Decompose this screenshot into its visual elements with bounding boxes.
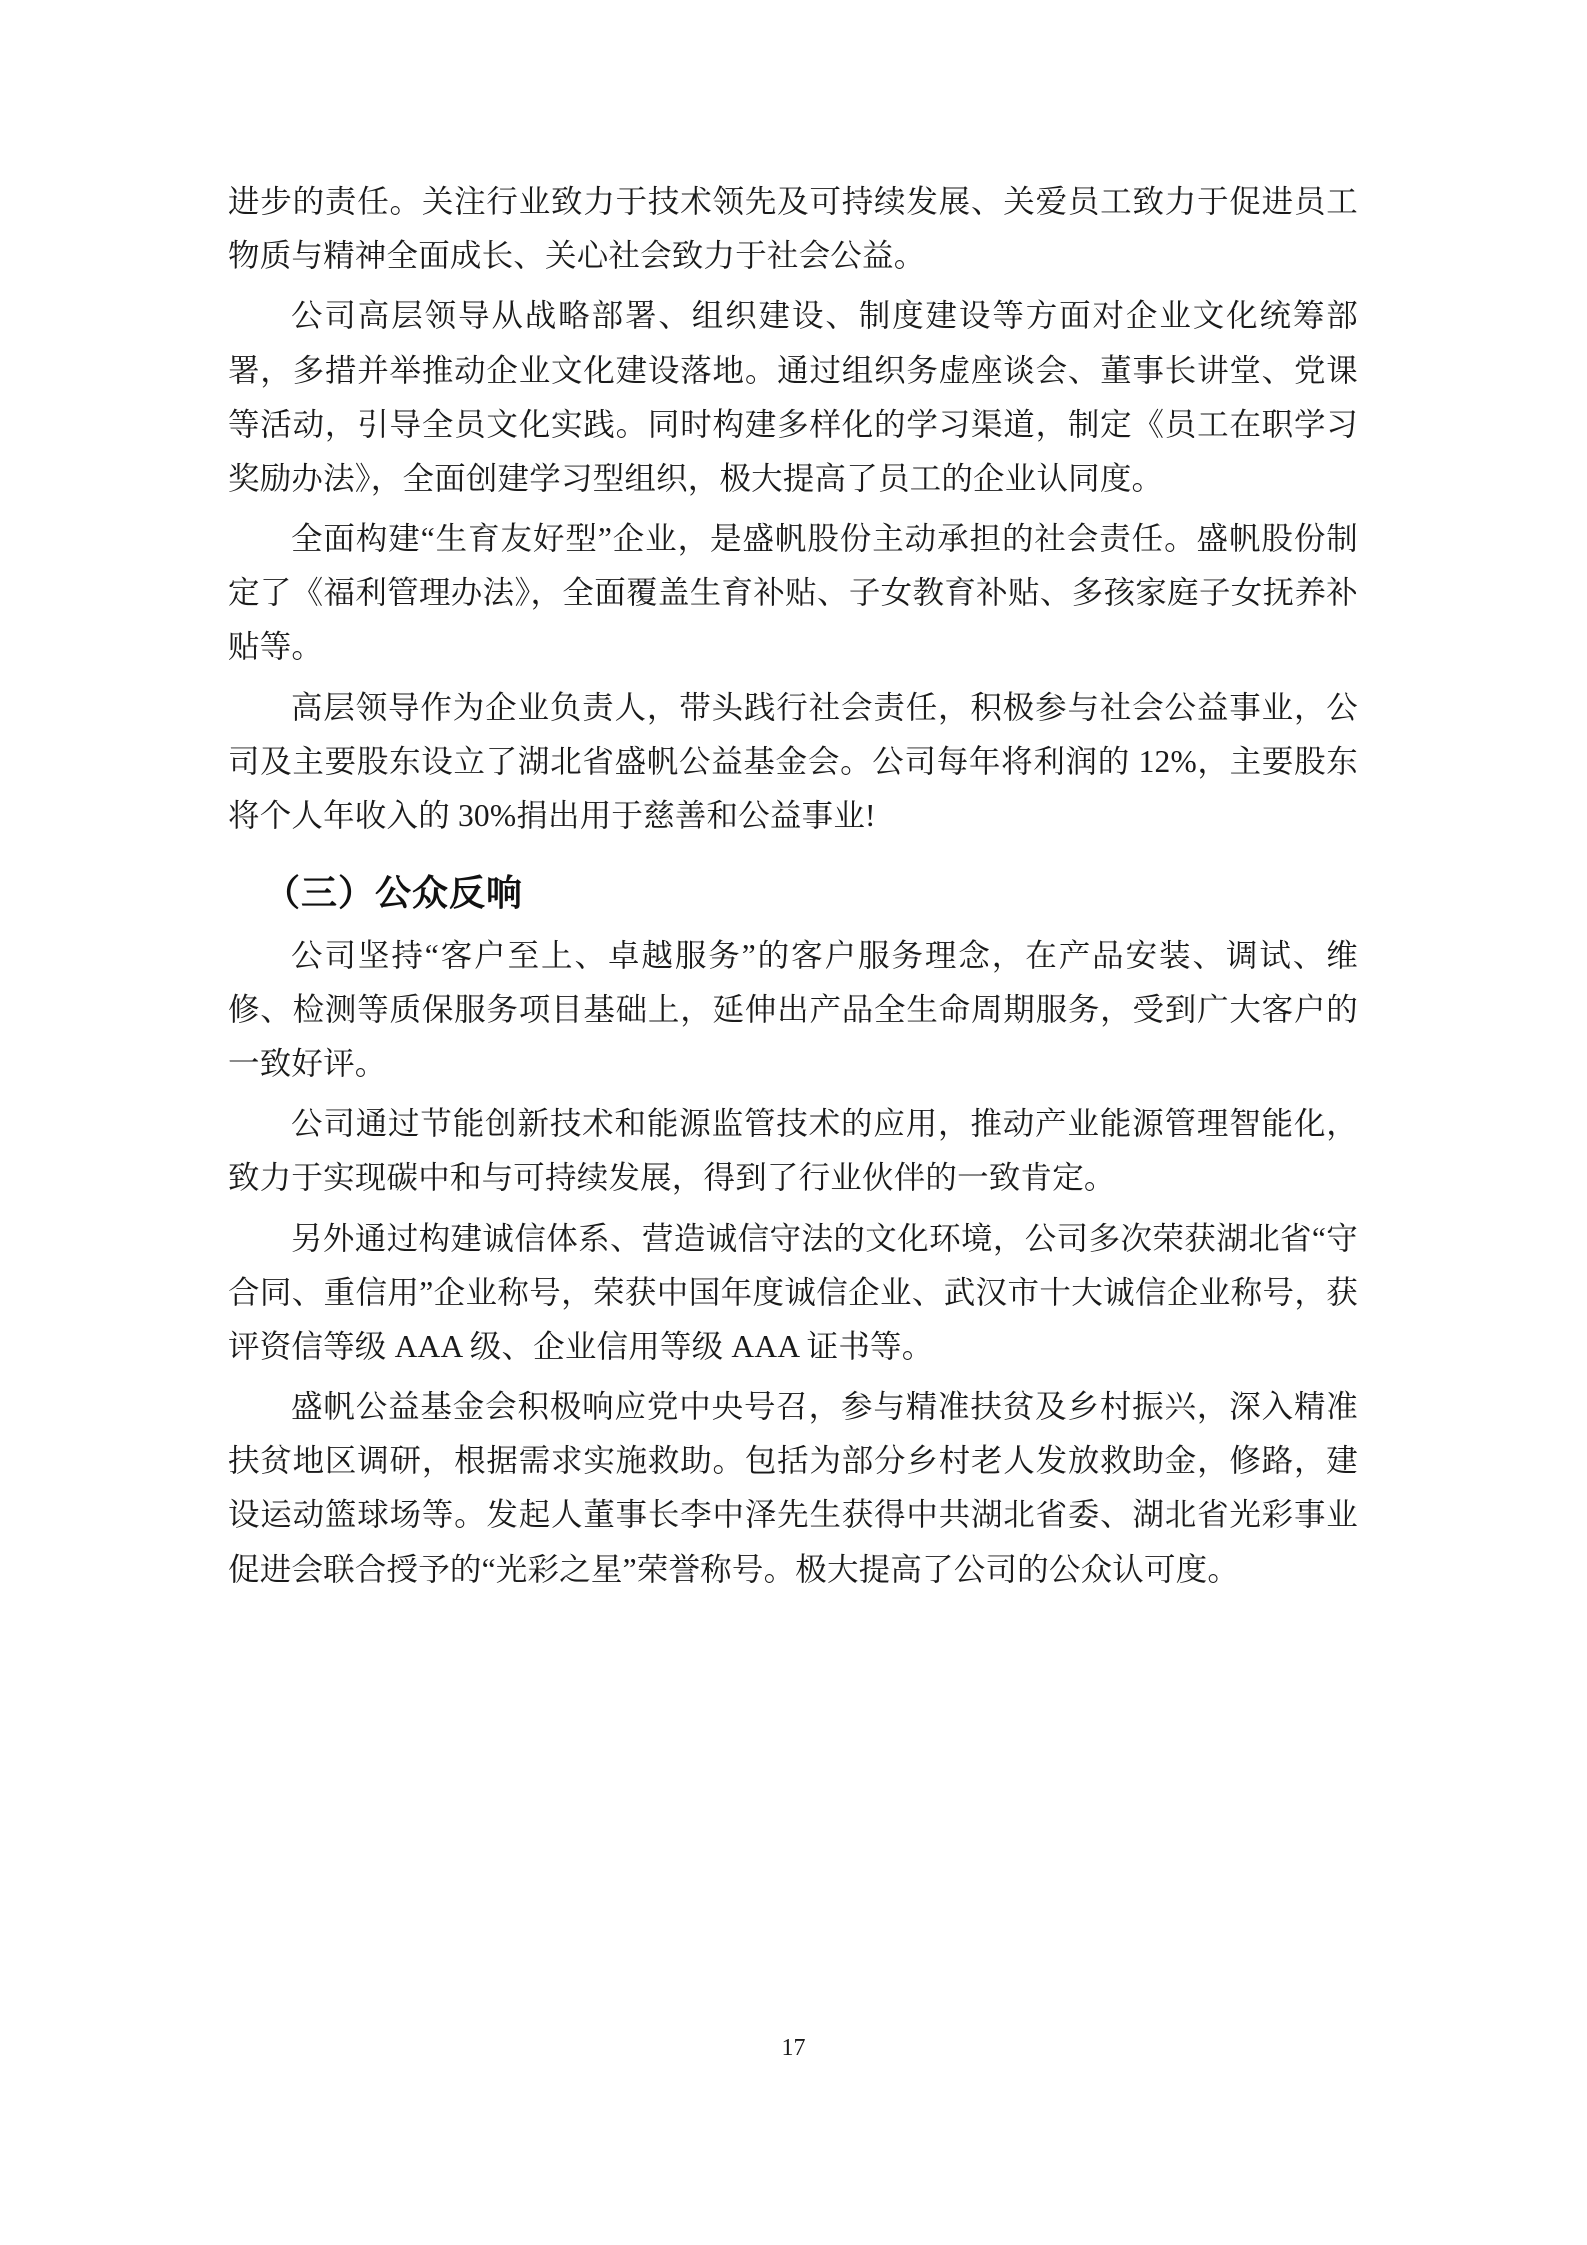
section-heading: （三）公众反响 [264,872,524,915]
paragraph: 公司高层领导从战略部署、组织建设、制度建设等方面对企业文化统筹部署，多措并举推动企业文化建设落地。通过组织务虚座谈会、董事长讲堂、党课等活动，引导全员文化实践。同时构建多样化的学习渠道，制定《员工在职学习奖励办法》，全面创建学习型组织，极大提高了员工的企业认同度。 [228,298,1358,496]
paragraph: 盛帆公益基金会积极响应党中央号召，参与精准扶贫及乡村振兴，深入精准扶贫地区调研，根据需求实施救助。包括为部分乡村老人发放救助金，修路，建设运动篮球场等。发起人董事长李中泽先生获得中共湖北省委、湖北省光彩事业促进会联合授予的“光彩之星”荣誉称号。极大提高了公司的公众认可度。 [228,1389,1358,1587]
paragraph: 进步的责任。关注行业致力于技术领先及可持续发展、关爱员工致力于促进员工物质与精神全面成长、关心社会致力于社会公益。 [228,184,1358,274]
paragraph: 公司坚持“客户至上、卓越服务”的客户服务理念，在产品安装、调试、维修、检测等质保服务项目基础上，延伸出产品全生命周期服务，受到广大客户的一致好评。 [228,937,1358,1081]
paragraph: 公司通过节能创新技术和能源监管技术的应用，推动产业能源管理智能化，致力于实现碳中和与可持续发展，得到了行业伙伴的一致肯定。 [228,1106,1358,1196]
document-body [228,175,1358,1603]
paragraph: 高层领导作为企业负责人，带头践行社会责任，积极参与社会公益事业，公司及主要股东设立了湖北省盛帆公益基金会。公司每年将利润的 12%，主要股东将个人年收入的 30%捐出用于慈善和公益事业! [228,689,1358,833]
paragraph: 全面构建“生育友好型”企业，是盛帆股份主动承担的社会责任。盛帆股份制定了《福利管理办法》，全面覆盖生育补贴、子女教育补贴、多孩家庭子女抚养补贴等。 [228,521,1358,665]
paragraph: 另外通过构建诚信体系、营造诚信守法的文化环境，公司多次荣获湖北省“守合同、重信用”企业称号，荣获中国年度诚信企业、武汉市十大诚信企业称号，获评资信等级 AAA 级、企业信用等级 AAA 证书等。 [228,1220,1358,1364]
page-number: 17 [781,2035,806,2061]
